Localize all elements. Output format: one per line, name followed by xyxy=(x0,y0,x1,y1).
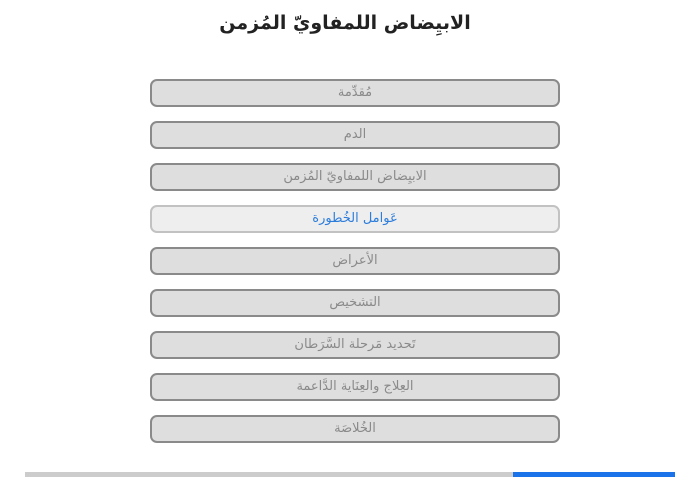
menu-item-blood[interactable]: الدم xyxy=(150,121,560,149)
menu-item-symptoms[interactable]: الأعراض xyxy=(150,247,560,275)
menu-item-introduction[interactable]: مُقدِّمة xyxy=(150,79,560,107)
progress-bar-fill xyxy=(513,472,676,477)
menu-item-staging[interactable]: تَحديد مَرحلة السَّرَطان xyxy=(150,331,560,359)
menu-item-treatment[interactable]: العِلاج والعِنَاية الدَّاعمة xyxy=(150,373,560,401)
menu-item-cll[interactable]: الابيِضاض اللمفاويّ المُزمن xyxy=(150,163,560,191)
menu-item-diagnosis[interactable]: التشخيص xyxy=(150,289,560,317)
menu-item-risk-factors[interactable]: عَوامل الخُطورة xyxy=(150,205,560,233)
page-title: الابيِضاض اللمفاويّ المُزمن xyxy=(219,12,471,34)
chapter-menu xyxy=(150,79,560,457)
progress-bar xyxy=(25,472,675,477)
menu-item-summary[interactable]: الخُلاصَة xyxy=(150,415,560,443)
